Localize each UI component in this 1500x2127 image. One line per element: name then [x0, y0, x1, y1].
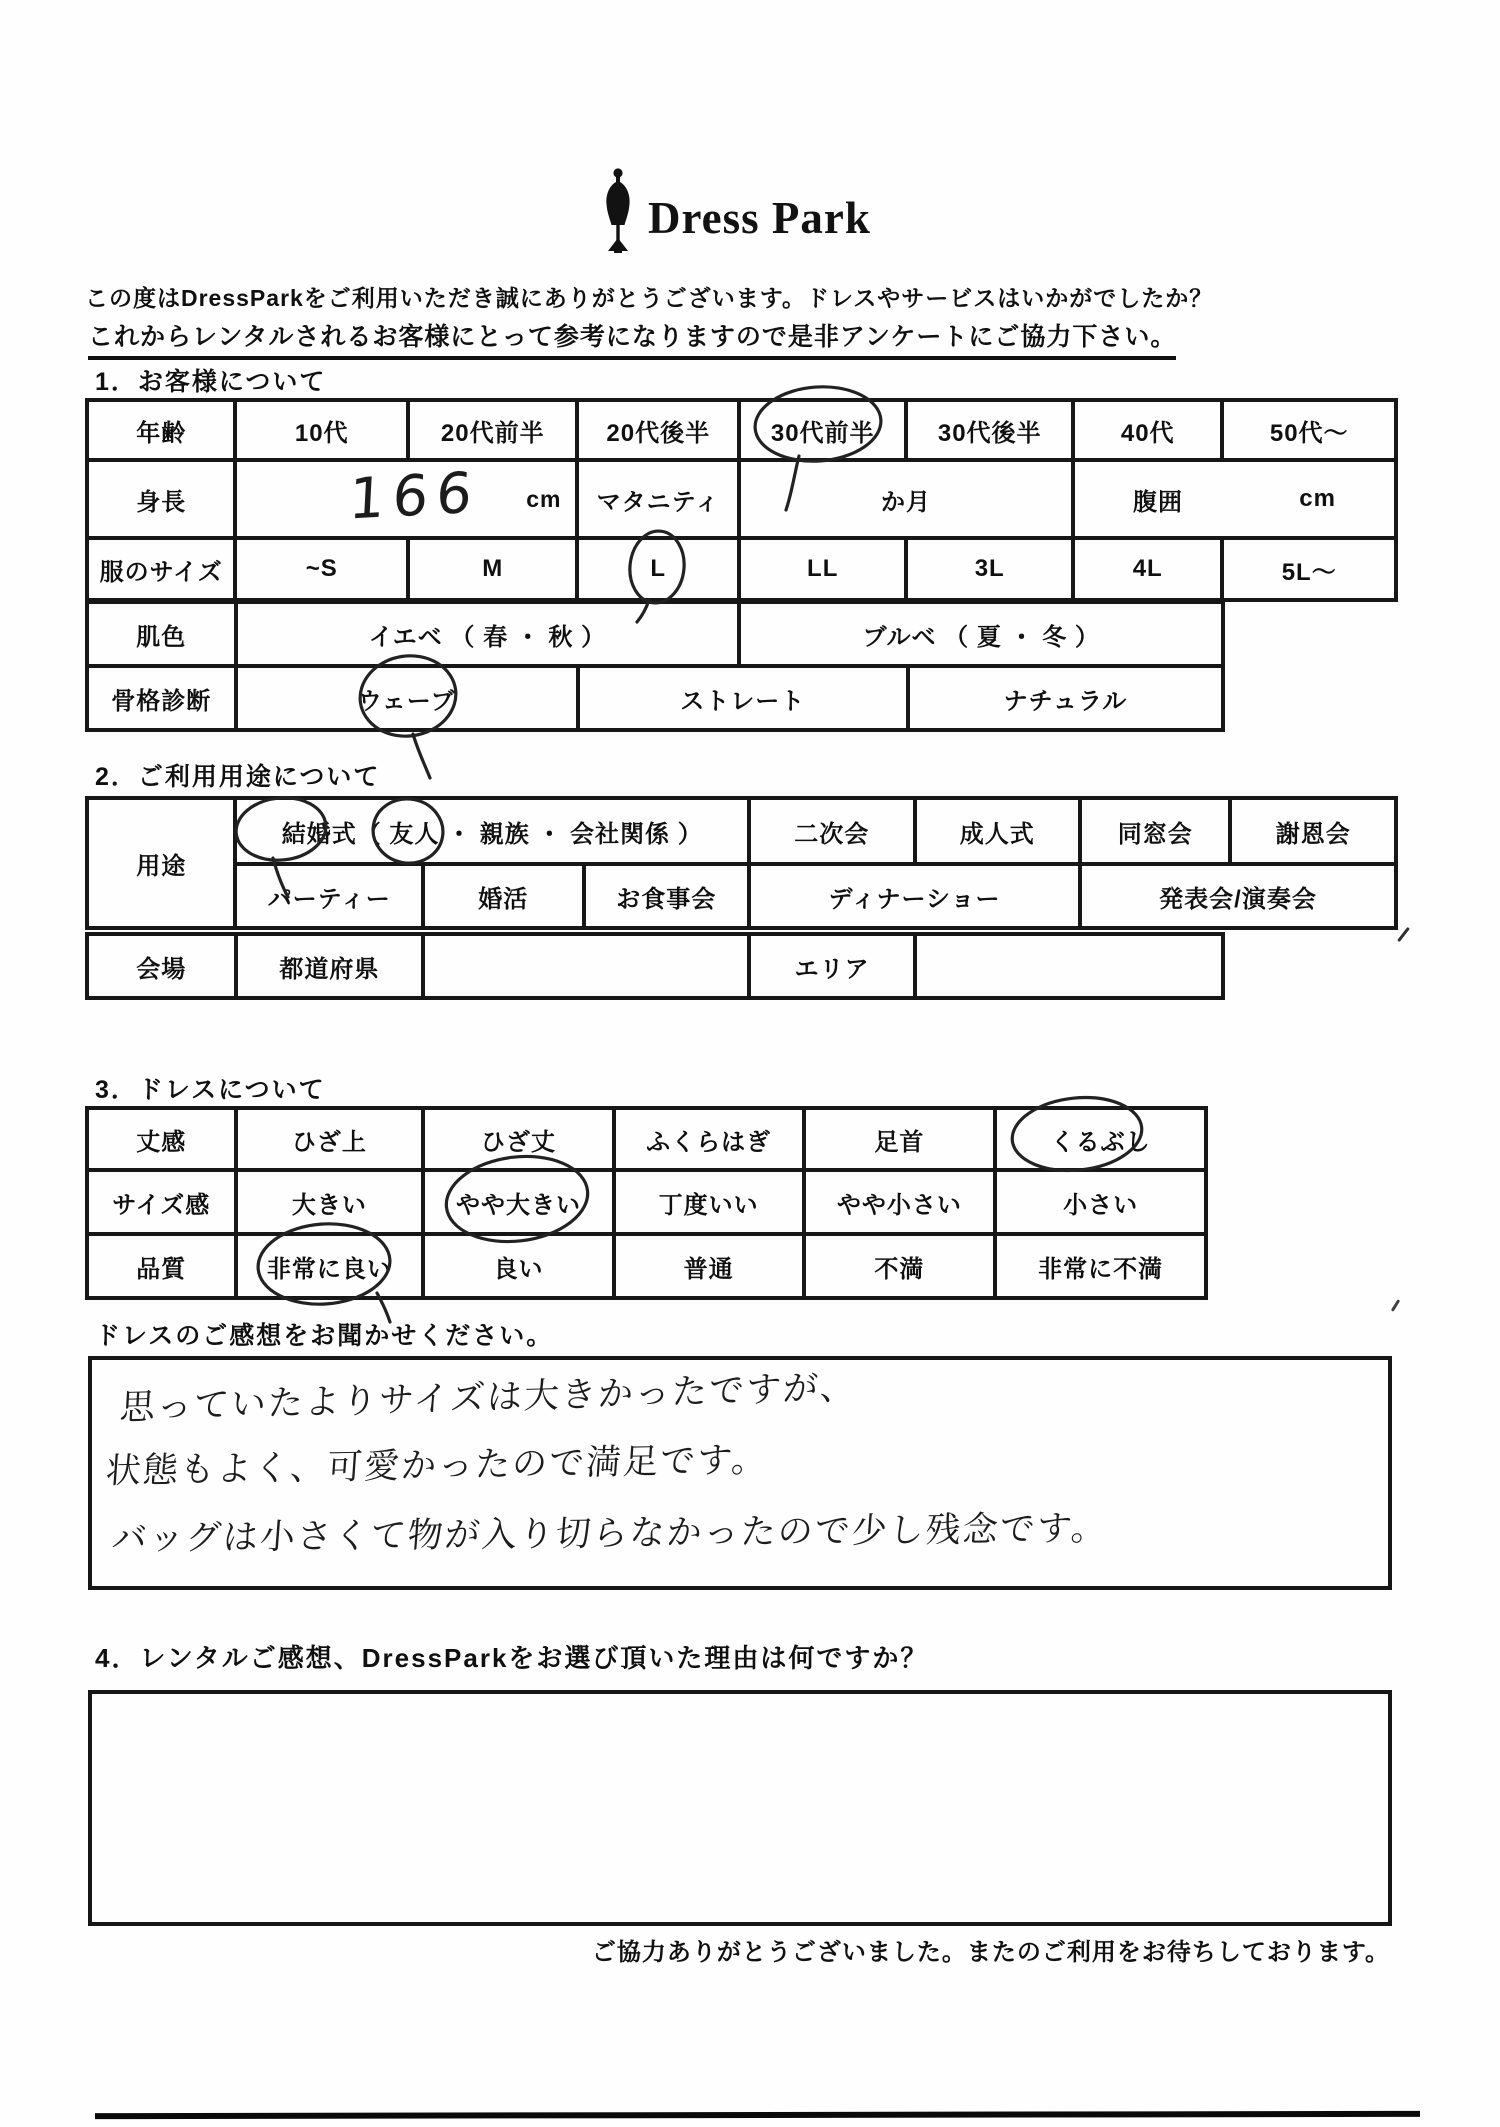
- section2-title: 2．ご利用用途について: [95, 763, 381, 791]
- usage-row-1: [87, 798, 1396, 864]
- waist-unit: cm: [1299, 485, 1336, 512]
- venue-label: 会場: [87, 934, 236, 998]
- age-label: 年齢: [87, 400, 235, 460]
- usage-table: [85, 796, 1398, 930]
- frame-option-wave-selected: ウェーブ: [236, 666, 578, 730]
- quality-option-very-good-selected: 非常に良い: [236, 1234, 424, 1298]
- quality-option: 不満: [804, 1234, 996, 1298]
- usage-option: 成人式: [915, 798, 1081, 864]
- quality-option: 普通: [614, 1234, 804, 1298]
- frame-diagnosis-row: [87, 666, 1223, 730]
- comment-box: [88, 1356, 1392, 1590]
- venue-table: [85, 932, 1225, 1000]
- quality-label: 品質: [87, 1234, 236, 1298]
- dressform-icon: [600, 168, 636, 254]
- fit-option: 小さい: [995, 1170, 1206, 1234]
- size-option: LL: [739, 538, 907, 600]
- length-option-ankle-selected: くるぶし: [995, 1108, 1206, 1170]
- fit-option: やや小さい: [804, 1170, 996, 1234]
- quality-option: 良い: [423, 1234, 614, 1298]
- scan-artifact-line: [95, 2111, 1420, 2119]
- frame-option: ストレート: [578, 666, 908, 730]
- intro-line-1: この度はDressParkをご利用いただき誠にありがとうございます。ドレスやサービスはいかがでしたか？: [85, 285, 1214, 311]
- maternity-months-cell: か月: [739, 460, 1073, 538]
- frame-label: 骨格診断: [87, 666, 236, 730]
- age-option: 50代～: [1222, 400, 1396, 460]
- size-option-L-selected: L: [577, 538, 738, 600]
- frame-option: ナチュラル: [908, 666, 1223, 730]
- venue-prefecture-label: 都道府県: [236, 934, 424, 998]
- usage-option: お食事会: [584, 864, 750, 928]
- length-option: ひざ上: [236, 1108, 424, 1170]
- usage-label: 用途: [87, 798, 235, 928]
- stray-pen-mark: [1391, 1299, 1400, 1312]
- age-option: 40代: [1073, 400, 1222, 460]
- height-label: 身長: [87, 460, 235, 538]
- customer-table-top: [85, 398, 1398, 602]
- height-unit: cm: [526, 486, 562, 512]
- brand-name: Dress Park: [648, 193, 871, 243]
- quality-option: 非常に不満: [995, 1234, 1206, 1298]
- age-row: [87, 400, 1396, 460]
- handwritten-comment-line: 思っていたよりサイズは大きかったですが、: [118, 1367, 859, 1429]
- age-option: 10代: [235, 400, 408, 460]
- venue-area-write-in-cell: [915, 934, 1223, 998]
- length-option: 足首: [804, 1108, 996, 1170]
- fit-label: サイズ感: [87, 1170, 236, 1234]
- size-option: 4L: [1073, 538, 1222, 600]
- usage-option: 二次会: [749, 798, 915, 864]
- length-label: 丈感: [87, 1108, 236, 1170]
- skin-tone-row: [87, 602, 1223, 666]
- skin-label: 肌色: [87, 602, 236, 666]
- footer-thanks-text: ご協力ありがとうございました。またのご利用をお待ちしております。: [591, 1939, 1390, 1966]
- stray-pen-mark: [1397, 927, 1410, 942]
- length-row: [87, 1108, 1206, 1170]
- usage-option-wedding-selected: 結婚式（ 友人 ・ 親族 ・ 会社関係 ）: [235, 798, 749, 864]
- section1-title: 1．お客様について: [95, 368, 327, 396]
- intro-line-2: これからレンタルされるお客様にとって参考になりますので是非アンケートにご協力下さい。: [88, 317, 1176, 360]
- size-option: 3L: [906, 538, 1073, 600]
- usage-option: ディナーショー: [749, 864, 1080, 928]
- fit-option: 大きい: [236, 1170, 424, 1234]
- size-label: 服のサイズ: [87, 538, 235, 600]
- size-option: ~S: [235, 538, 408, 600]
- skin-option-yellow: イエベ （ 春 ・ 秋 ）: [236, 602, 740, 666]
- usage-option: 同窓会: [1080, 798, 1230, 864]
- waist-cell: [1073, 460, 1396, 538]
- section4-title: 4．レンタルご感想、DressParkをお選び頂いた理由は何ですか？: [95, 1643, 929, 1673]
- usage-option: 謝恩会: [1230, 798, 1396, 864]
- usage-option: 発表会/演奏会: [1080, 864, 1396, 928]
- height-row: [87, 460, 1396, 538]
- usage-option: 婚活: [423, 864, 583, 928]
- section3-title: 3．ドレスについて: [95, 1076, 326, 1104]
- age-option-30s-first-half-selected: 30代前半: [739, 400, 907, 460]
- handwritten-comment-line: バッグは小さくて物が入り切らなかったので少し残念です。: [110, 1508, 1110, 1560]
- age-option: 20代後半: [577, 400, 738, 460]
- fit-option-slightly-large-selected: やや大きい: [423, 1170, 614, 1234]
- length-option: ひざ丈: [423, 1108, 614, 1170]
- handwritten-height-value: 166: [347, 460, 482, 533]
- fit-option: 丁度いい: [614, 1170, 804, 1234]
- length-option: ふくらはぎ: [614, 1108, 804, 1170]
- customer-table-bottom: [85, 600, 1225, 732]
- size-option: M: [408, 538, 578, 600]
- circle-mark-frame-tail: [413, 734, 430, 778]
- dress-table: [85, 1106, 1208, 1300]
- comment-prompt: ドレスのご感想をお聞かせください。: [95, 1322, 554, 1350]
- clothing-size-row: [87, 538, 1396, 600]
- size-option: 5L～: [1222, 538, 1396, 600]
- maternity-label: マタニティ: [577, 460, 738, 538]
- venue-row: [87, 934, 1223, 998]
- skin-option-blue: ブルベ （ 夏 ・ 冬 ）: [739, 602, 1223, 666]
- fit-row: [87, 1170, 1206, 1234]
- age-option: 30代後半: [906, 400, 1073, 460]
- venue-prefecture-write-in-cell: [423, 934, 749, 998]
- waist-label: 腹囲: [1133, 488, 1184, 516]
- height-value-cell: [235, 460, 577, 538]
- brand-logo: [600, 168, 871, 254]
- venue-area-label: エリア: [749, 934, 915, 998]
- reason-write-in-box: [88, 1690, 1392, 1926]
- age-option: 20代前半: [408, 400, 578, 460]
- usage-option: パーティー: [235, 864, 423, 928]
- handwritten-comment-line: 状態もよく、可愛かったので満足です。: [104, 1440, 770, 1492]
- usage-row-2: [87, 864, 1396, 928]
- quality-row: [87, 1234, 1206, 1298]
